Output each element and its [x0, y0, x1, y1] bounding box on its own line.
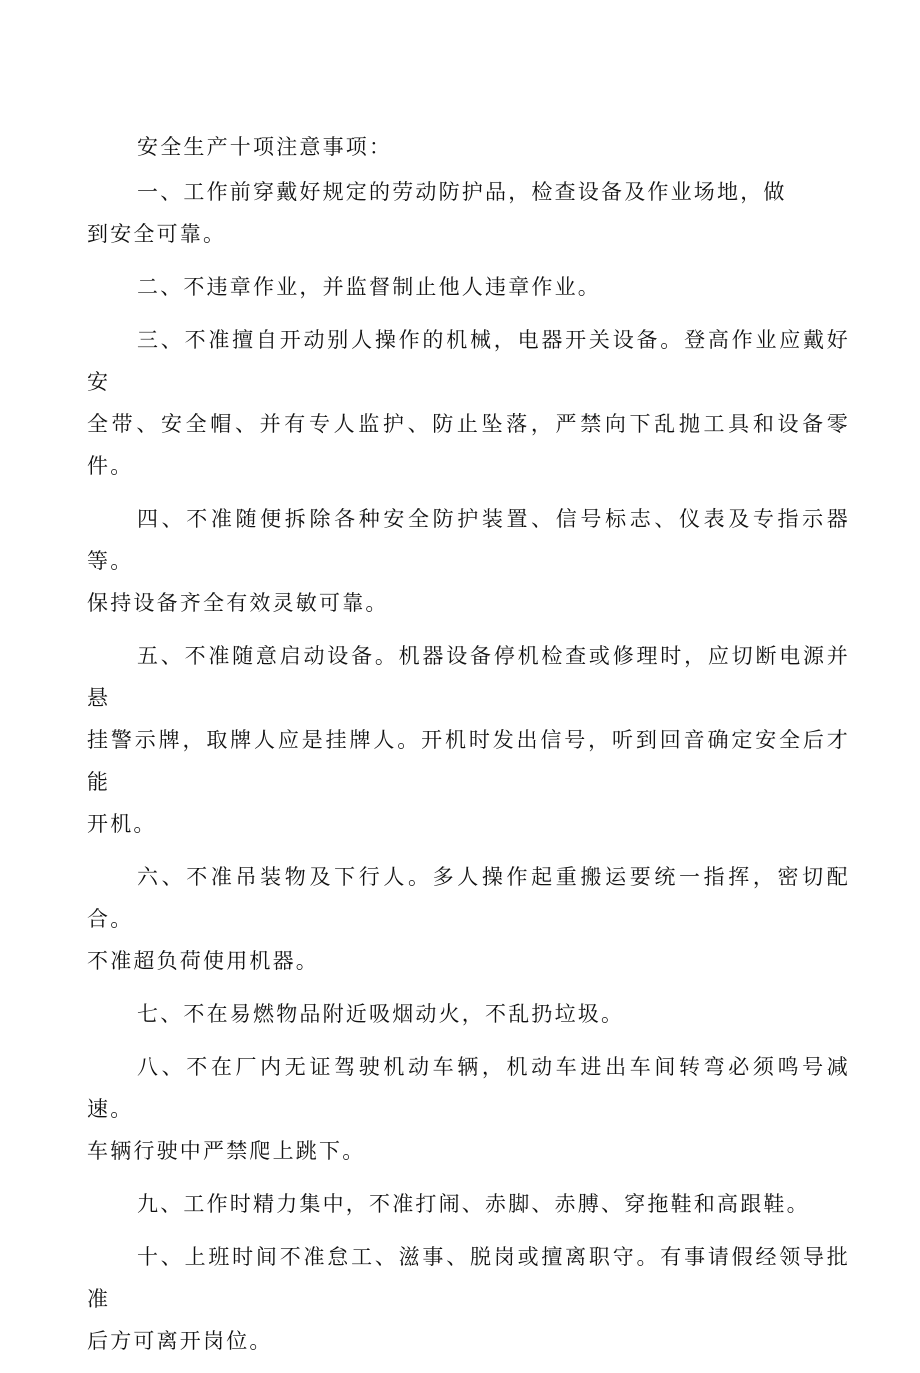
rule-item-5: [87, 635, 850, 845]
rule-item-4: [87, 498, 850, 624]
rule-item-10: [87, 1236, 850, 1362]
rule-item-9-line-1: 九、工作时精力集中，不准打闹、赤脚、赤膊、穿拖鞋和高跟鞋。: [137, 1192, 810, 1216]
rule-item-7: [87, 993, 850, 1035]
rule-item-8: [87, 1046, 850, 1172]
rule-item-3-line-1: 三、不准擅自开动别人操作的机械，电器开关设备。登高作业应戴好安: [87, 328, 850, 394]
rule-item-2-line-1: 二、不违章作业，并监督制止他人违章作业。: [137, 275, 601, 299]
rule-item-9: [87, 1183, 850, 1225]
rule-item-2: [87, 266, 850, 308]
rule-item-3: [87, 319, 850, 487]
rule-item-5-line-3: 开机。: [87, 812, 157, 836]
rule-item-1-line-1: 一、工作前穿戴好规定的劳动防护品，检查设备及作业场地，做: [137, 180, 787, 204]
rule-item-1: [87, 171, 850, 255]
document-body: [87, 126, 850, 1373]
rule-item-3-line-2: 全带、安全帽、并有专人监护、防止坠落，严禁向下乱抛工具和设备零件。: [87, 412, 850, 478]
rule-item-7-line-1: 七、不在易燃物品附近吸烟动火，不乱扔垃圾。: [137, 1002, 625, 1026]
rule-item-6-line-2: 不准超负荷使用机器。: [87, 949, 319, 973]
rule-item-6: [87, 856, 850, 982]
rule-item-10-line-2: 后方可离开岗位。: [87, 1329, 273, 1353]
rule-item-5-line-1: 五、不准随意启动设备。机器设备停机检查或修理时，应切断电源并悬: [87, 644, 850, 710]
rule-item-8-line-1: 八、不在厂内无证驾驶机动车辆，机动车进出车间转弯必须鸣号减速。: [87, 1055, 850, 1121]
document-title: 安全生产十项注意事项：: [137, 135, 393, 159]
rule-item-4-line-2: 保持设备齐全有效灵敏可靠。: [87, 591, 389, 615]
rule-item-1-line-2: 到安全可靠。: [87, 222, 227, 246]
rule-item-8-line-2: 车辆行驶中严禁爬上跳下。: [87, 1139, 366, 1163]
rule-item-4-line-1: 四、不准随便拆除各种安全防护装置、信号标志、仪表及专指示器等。: [87, 507, 850, 573]
rule-item-5-line-2: 挂警示牌，取牌人应是挂牌人。开机时发出信号，听到回音确定安全后才能: [87, 728, 850, 794]
rule-item-10-line-1: 十、上班时间不准怠工、滋事、脱岗或擅离职守。有事请假经领导批准: [87, 1245, 850, 1311]
rule-item-6-line-1: 六、不准吊装物及下行人。多人操作起重搬运要统一指挥，密切配合。: [87, 865, 850, 931]
